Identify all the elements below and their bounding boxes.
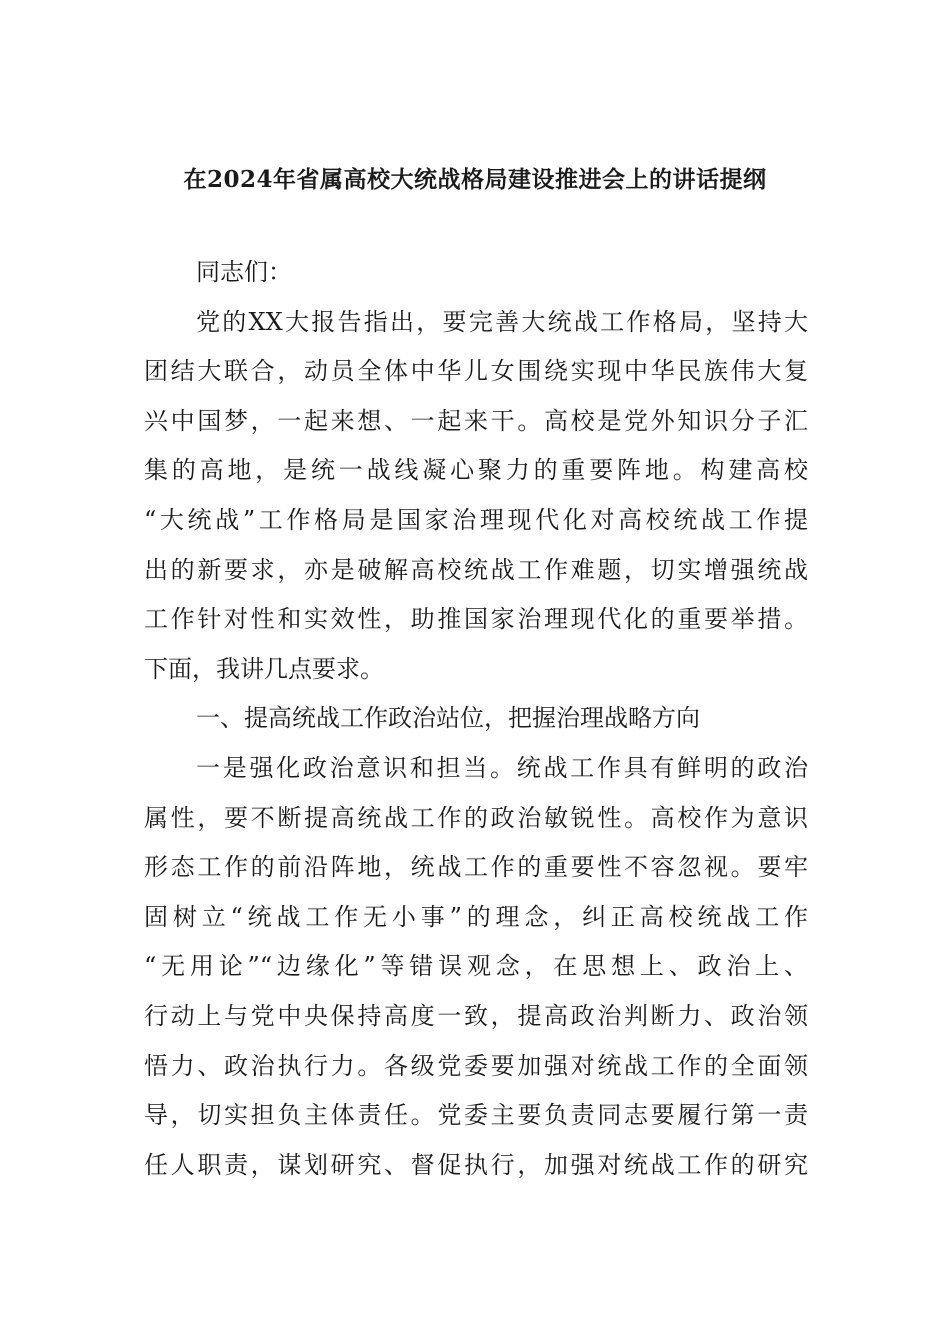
paragraph-1-line: 下面，我讲几点要求。 xyxy=(144,654,384,683)
salutation: 同志们： xyxy=(196,258,292,286)
paragraph-2-line: 导，切实担负主体责任。党委主要负责同志要履行第一责 xyxy=(144,1101,808,1130)
paragraph-2-line: 固树立“统战工作无小事”的理念，纠正高校统战工作 xyxy=(144,902,808,931)
document-body xyxy=(144,248,808,1190)
document-title: 在2024年省属高校大统战格局建设推进会上的讲话提纲 xyxy=(183,166,767,193)
paragraph-2-line: 一是强化政治意识和担当。统战工作具有鲜明的政治 xyxy=(196,753,808,782)
paragraph-2-line: 形态工作的前沿阵地，统战工作的重要性不容忽视。要牢 xyxy=(144,853,808,882)
paragraph-2-line: 悟力、政治执行力。各级党委要加强对统战工作的全面领 xyxy=(144,1051,808,1080)
section-heading: 一、提高统战工作政治站位，把握治理战略方向 xyxy=(196,704,700,733)
paragraph-1-line: 工作针对性和实效性，助推国家治理现代化的重要举措。 xyxy=(144,605,808,634)
paragraph-1-line: 集的高地，是统一战线凝心聚力的重要阵地。构建高校 xyxy=(144,456,808,485)
paragraph-1-line: 党的XX大报告指出，要完善大统战工作格局，坚持大 xyxy=(196,307,808,336)
paragraph-2-line: 行动上与党中央保持高度一致，提高政治判断力、政治领 xyxy=(144,1001,808,1030)
paragraph-2-line: “无用论”“边缘化”等错误观念，在思想上、政治上、 xyxy=(144,952,808,981)
paragraph-1-line: 出的新要求，亦是破解高校统战工作难题，切实增强统战 xyxy=(144,555,808,584)
paragraph-1-line: 团结大联合，动员全体中华儿女围绕实现中华民族伟大复 xyxy=(144,357,808,386)
paragraph-1-line: “大统战”工作格局是国家治理现代化对高校统战工作提 xyxy=(144,505,808,534)
paragraph-2-line: 属性，要不断提高统战工作的政治敏锐性。高校作为意识 xyxy=(144,803,808,832)
paragraph-1-line: 兴中国梦，一起来想、一起来干。高校是党外知识分子汇 xyxy=(144,406,808,435)
paragraph-2-line: 任人职责，谋划研究、督促执行，加强对统战工作的研究 xyxy=(144,1150,808,1179)
